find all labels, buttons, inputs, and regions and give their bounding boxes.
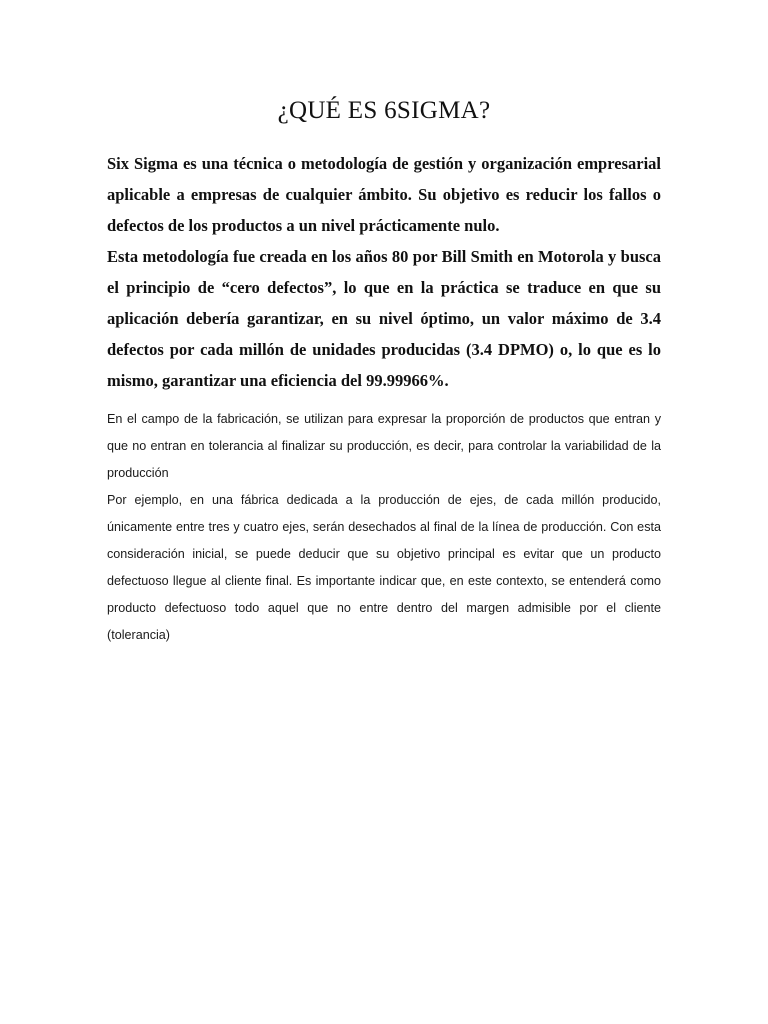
document-page — [107, 0, 661, 649]
paragraph-origin: Esta metodología fue creada en los años 80 por Bill Smith en Motorola y busca el principio de “cero defectos”, lo que en la práctica se traduce en que su aplicación debería garantizar, en su nivel óptimo, un valor máximo de 3.4 defectos por cada millón de unidades producidas (3.4 DPMO) o, lo que es lo mismo, garantizar una eficiencia del 99.99966%. — [107, 247, 661, 390]
paragraph-example: Por ejemplo, en una fábrica dedicada a la producción de ejes, de cada millón producido, únicamente entre tres y cuatro ejes, serán desechados al final de la línea de producción. Con esta consideración inicial, se puede deducir que su objetivo principal es evitar que un producto defectuoso llegue al cliente final. Es importante indicar que, en este contexto, se entenderá como producto defectuoso todo aquel que no entre dentro del margen admisible por el cliente (tolerancia) — [107, 493, 661, 642]
document-title: ¿QUÉ ES 6SIGMA? — [277, 97, 491, 124]
paragraph-definition: Six Sigma es una técnica o metodología de gestión y organización empresarial aplicable a empresas de cualquier ámbito. Su objetivo es reducir los fallos o defectos de los productos a un nivel prácticamente nulo. — [107, 154, 661, 235]
paragraph-manufacturing: En el campo de la fabricación, se utilizan para expresar la proporción de productos que entran y que no entran en tolerancia al finalizar su producción, es decir, para controlar la variabilidad de la producción — [107, 412, 661, 480]
